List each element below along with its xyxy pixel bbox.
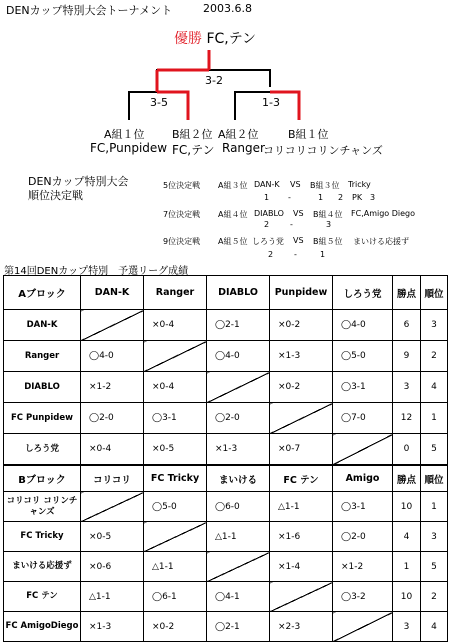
team-2-name: FC,テン — [172, 143, 215, 157]
result-cell: ◯7-0 — [333, 403, 393, 434]
semi-left-score: 3-5 — [150, 96, 168, 109]
result-cell: ×0-5 — [81, 522, 144, 552]
result-cell: ×0-5 — [144, 434, 207, 465]
team-1-group: A組１位 — [104, 128, 145, 141]
rank-header: 順位 — [421, 466, 448, 492]
result-cell: ×1-4 — [270, 552, 333, 582]
table-row — [4, 372, 448, 403]
result-cell: ×1-3 — [207, 434, 270, 465]
rank-cell: 4 — [421, 612, 448, 642]
points-cell: 6 — [393, 310, 421, 341]
result-cell: ×0-6 — [81, 552, 144, 582]
team-3-name: Ranger — [222, 141, 265, 155]
team-4-name: コリコリコリンチャンズ — [263, 144, 383, 157]
block-b-col: Amigo — [333, 466, 393, 492]
tournament-date: 2003.6.8 — [203, 2, 252, 15]
result-cell: ◯5-0 — [333, 341, 393, 372]
diagonal-cell — [207, 372, 270, 403]
result-cell: ◯2-0 — [207, 403, 270, 434]
diagonal-cell — [144, 522, 207, 552]
rank-cell: 4 — [421, 372, 448, 403]
result-cell: ×1-2 — [81, 372, 144, 403]
result-cell: ×0-2 — [270, 372, 333, 403]
result-cell: ×0-4 — [144, 372, 207, 403]
block-a-label: Aブロック — [4, 276, 81, 310]
table-row — [4, 341, 448, 372]
table-row — [4, 522, 448, 552]
result-cell: ◯3-2 — [333, 582, 393, 612]
result-cell: ◯4-0 — [81, 341, 144, 372]
semi-right-score: 1-3 — [262, 96, 280, 109]
placement-title: DENカップ特別大会 — [28, 175, 129, 188]
block-a-col: DIABLO — [207, 276, 270, 310]
result-cell: ×0-7 — [270, 434, 333, 465]
result-cell: ◯4-1 — [207, 582, 270, 612]
team-2-group: B組２位 — [172, 128, 213, 141]
block-b-col: まいける — [207, 466, 270, 492]
team-name: DIABLO — [4, 372, 81, 403]
block-b-col: FC Tricky — [144, 466, 207, 492]
block-a-header-row — [4, 276, 448, 310]
block-a-col: DAN-K — [81, 276, 144, 310]
points-cell: 3 — [393, 372, 421, 403]
bracket-red-path — [157, 50, 299, 120]
rank-header: 順位 — [421, 276, 448, 310]
result-cell: ×0-4 — [144, 310, 207, 341]
diagonal-cell — [270, 403, 333, 434]
diagonal-cell — [207, 552, 270, 582]
team-name: Ranger — [4, 341, 81, 372]
result-cell: △1-1 — [207, 522, 270, 552]
rank-cell: 5 — [421, 434, 448, 465]
result-cell: ◯3-1 — [333, 492, 393, 522]
result-cell: ◯6-1 — [144, 582, 207, 612]
block-b-label: Bブロック — [4, 466, 81, 492]
result-cell: ◯2-1 — [207, 310, 270, 341]
league-title: 第14回DENカップ特別 予選リーグ成績 — [4, 266, 189, 277]
final-score: 3-2 — [205, 74, 223, 87]
result-cell: ×1-6 — [270, 522, 333, 552]
rank-cell: 1 — [421, 492, 448, 522]
result-cell: ◯6-0 — [207, 492, 270, 522]
points-cell: 12 — [393, 403, 421, 434]
points-cell: 10 — [393, 492, 421, 522]
result-cell: ×2-3 — [270, 612, 333, 642]
block-a-col: Ranger — [144, 276, 207, 310]
table-row — [4, 403, 448, 434]
block-a-col: しろう党 — [333, 276, 393, 310]
result-cell: ◯4-0 — [333, 310, 393, 341]
team-name: しろう党 — [4, 434, 81, 465]
points-cell: 10 — [393, 582, 421, 612]
rank-cell: 1 — [421, 403, 448, 434]
winner-label: 優勝 — [174, 31, 202, 47]
block-b-col: コリコリ — [81, 466, 144, 492]
table-row — [4, 434, 448, 465]
diagonal-cell — [81, 310, 144, 341]
result-cell: △1-1 — [81, 582, 144, 612]
points-cell: 9 — [393, 341, 421, 372]
result-cell: ◯2-0 — [81, 403, 144, 434]
result-cell: ×1-3 — [270, 341, 333, 372]
diagonal-cell — [270, 582, 333, 612]
team-name: FC Tricky — [4, 522, 81, 552]
table-row — [4, 492, 448, 522]
result-cell: ◯3-1 — [144, 403, 207, 434]
team-3-group: A組２位 — [218, 128, 259, 141]
block-b-col: FC テン — [270, 466, 333, 492]
result-cell: ◯3-1 — [333, 372, 393, 403]
block-a-table — [3, 275, 448, 465]
team-name: まいける応援ず — [4, 552, 81, 582]
result-cell: △1-1 — [270, 492, 333, 522]
result-cell: ×0-2 — [270, 310, 333, 341]
points-header: 勝点 — [393, 466, 421, 492]
team-name: DAN-K — [4, 310, 81, 341]
block-b-header-row — [4, 466, 448, 492]
result-cell: ◯4-0 — [207, 341, 270, 372]
points-cell: 3 — [393, 612, 421, 642]
team-name: FC AmigoDiego — [4, 612, 81, 642]
block-b-table — [3, 465, 448, 642]
points-cell: 1 — [393, 552, 421, 582]
result-cell: △1-1 — [144, 552, 207, 582]
diagonal-cell — [333, 434, 393, 465]
winner-team: FC,テン — [206, 31, 257, 47]
rank-cell: 3 — [421, 522, 448, 552]
rank-cell: 2 — [421, 582, 448, 612]
rank-cell: 3 — [421, 310, 448, 341]
points-header: 勝点 — [393, 276, 421, 310]
table-row — [4, 612, 448, 642]
diagonal-cell — [144, 341, 207, 372]
team-1-name: FC,Punpidew — [90, 141, 168, 155]
diagonal-cell — [81, 492, 144, 522]
team-4-group: B組１位 — [288, 128, 329, 141]
result-cell: ◯5-0 — [144, 492, 207, 522]
result-cell: ×1-3 — [81, 612, 144, 642]
team-name: コリコリ コリンチャンズ — [4, 492, 81, 522]
page-title: DENカップ特別大会トーナメント — [6, 4, 173, 17]
result-cell: ×0-4 — [81, 434, 144, 465]
team-name: FC Punpidew — [4, 403, 81, 434]
result-cell: ◯2-0 — [333, 522, 393, 552]
placement-subtitle: 順位決定戦 — [28, 189, 83, 202]
diagonal-cell — [333, 612, 393, 642]
team-name: FC テン — [4, 582, 81, 612]
points-cell: 0 — [393, 434, 421, 465]
points-cell: 4 — [393, 522, 421, 552]
result-cell: ×1-2 — [333, 552, 393, 582]
rank-cell: 2 — [421, 341, 448, 372]
table-row — [4, 552, 448, 582]
table-row — [4, 310, 448, 341]
table-row — [4, 582, 448, 612]
rank-cell: 5 — [421, 552, 448, 582]
result-cell: ×0-2 — [144, 612, 207, 642]
block-a-col: Punpidew — [270, 276, 333, 310]
result-cell: ◯2-1 — [207, 612, 270, 642]
